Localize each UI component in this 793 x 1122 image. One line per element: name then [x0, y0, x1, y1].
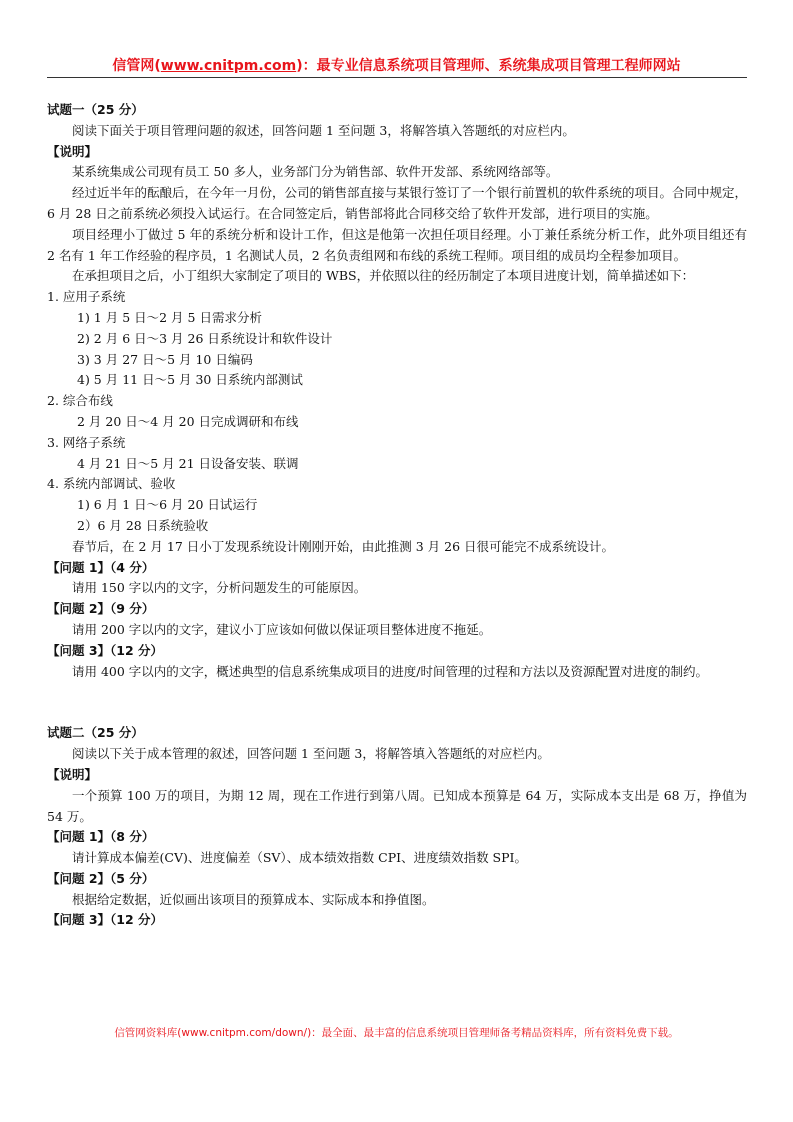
- plan-heading: 4. 系统内部调试、验收: [47, 476, 176, 492]
- question1-q1-text: 请用 150 字以内的文字，分析问题发生的可能原因。: [72, 580, 367, 596]
- plan-item: 4) 5 月 11 日～5 月 30 日系统内部测试: [77, 372, 303, 388]
- question1-q1-label: 【问题 1】（4 分）: [47, 559, 155, 575]
- question1-paragraph: 经过近半年的酝酿后，在今年一月份，公司的销售部直接与某银行签订了一个银行前置机的软件系统的项目。合同中规定，6 月 28 日之前系统必须投入试运行。在合同签定后，销售部将此合同移交给了软件开发部，进行项目的实施。: [47, 185, 748, 221]
- question1-q2-label: 【问题 2】（9 分）: [47, 601, 155, 617]
- section-spacer: [47, 682, 747, 723]
- question1-q3-label: 【问题 3】（12 分）: [47, 642, 164, 658]
- question2-paragraph: 一个预算 100 万的项目，为期 12 周，现在工作进行到第八周。已知成本预算是 64 万，实际成本支出是 68 万，挣值为 54 万。: [47, 787, 747, 824]
- page-header: [0, 55, 793, 75]
- question1-paragraph: 某系统集成公司现有员工 50 多人，业务部门分为销售部、软件开发部、系统网络部等。: [72, 164, 559, 180]
- question2-explain-label: 【说明】: [47, 766, 98, 782]
- header-divider: [47, 77, 747, 78]
- question2-q1-label: 【问题 1】（8 分）: [47, 829, 155, 845]
- plan-heading: 1. 应用子系统: [47, 289, 126, 305]
- plan-item: 2) 2 月 6 日～3 月 26 日系统设计和软件设计: [77, 330, 333, 346]
- question1-explain-label: 【说明】: [47, 143, 98, 159]
- plan-item: 2 月 20 日～4 月 20 日完成调研和布线: [77, 413, 299, 429]
- question1-situation: 春节后，在 2 月 17 日小丁发现系统设计刚刚开始，由此推测 3 月 26 日很可能完不成系统设计。: [72, 538, 615, 554]
- header-suffix: )：最专业信息系统项目管理师、系统集成项目管理工程师网站: [296, 58, 681, 74]
- question2-intro: 阅读以下关于成本管理的叙述，回答问题 1 至问题 3，将解答填入答题纸的对应栏内。: [72, 746, 550, 762]
- plan-heading: 2. 综合布线: [47, 393, 113, 409]
- question1-q2-text: 请用 200 字以内的文字，建议小丁应该如何做以保证项目整体进度不拖延。: [72, 621, 492, 637]
- question2-title: 试题二（25 分）: [47, 725, 144, 741]
- question1-intro: 阅读下面关于项目管理问题的叙述，回答问题 1 至问题 3，将解答填入答题纸的对应栏内。: [72, 122, 575, 138]
- question2-q3-label: 【问题 3】（12 分）: [47, 912, 164, 928]
- plan-heading: 3. 网络子系统: [47, 434, 126, 450]
- header-prefix: 信管网(: [112, 58, 161, 74]
- question2-q1-text: 请计算成本偏差(CV)、进度偏差（SV）、成本绩效指数 CPI、进度绩效指数 SPI。: [72, 850, 527, 866]
- question1-paragraph: 在承担项目之后，小丁组织大家制定了项目的 WBS，并依照以往的经历制定了本项目进度计划，简单描述如下：: [72, 268, 695, 284]
- plan-item: 1) 6 月 1 日～6 月 20 日试运行: [77, 497, 258, 513]
- plan-item: 2）6 月 28 日系统验收: [77, 517, 209, 533]
- plan-item: 1) 1 月 5 日～2 月 5 日需求分析: [77, 309, 262, 325]
- plan-item: 4 月 21 日～5 月 21 日设备安装、联调: [77, 455, 299, 471]
- header-link[interactable]: www.cnitpm.com: [160, 58, 297, 74]
- question2-q2-label: 【问题 2】（5 分）: [47, 870, 155, 886]
- question1-q3-text: 请用 400 字以内的文字，概述典型的信息系统集成项目的进度/时间管理的过程和方法以及资源配置对进度的制约。: [72, 663, 709, 679]
- page-footer: 信管网资料库(www.cnitpm.com/down/)：最全面、最丰富的信息系统项目管理师备考精品资料库，所有资料免费下载。: [114, 1027, 679, 1039]
- question1-title: 试题一（25 分）: [47, 102, 144, 117]
- plan-item: 3) 3 月 27 日～5 月 10 日编码: [77, 351, 253, 367]
- question1-paragraph: 项目经理小丁做过 5 年的系统分析和设计工作，但这是他第一次担任项目经理。小丁兼任系统分析工作，此外项目组还有 2 名有 1 年工作经验的程序员，1 名测试人员，2 名负责组网和布线的系统工程师。项目组的成员均全程参加项目。: [47, 226, 747, 263]
- question2-q2-text: 根据给定数据，近似画出该项目的预算成本、实际成本和挣值图。: [72, 891, 435, 907]
- document-body: [47, 100, 747, 931]
